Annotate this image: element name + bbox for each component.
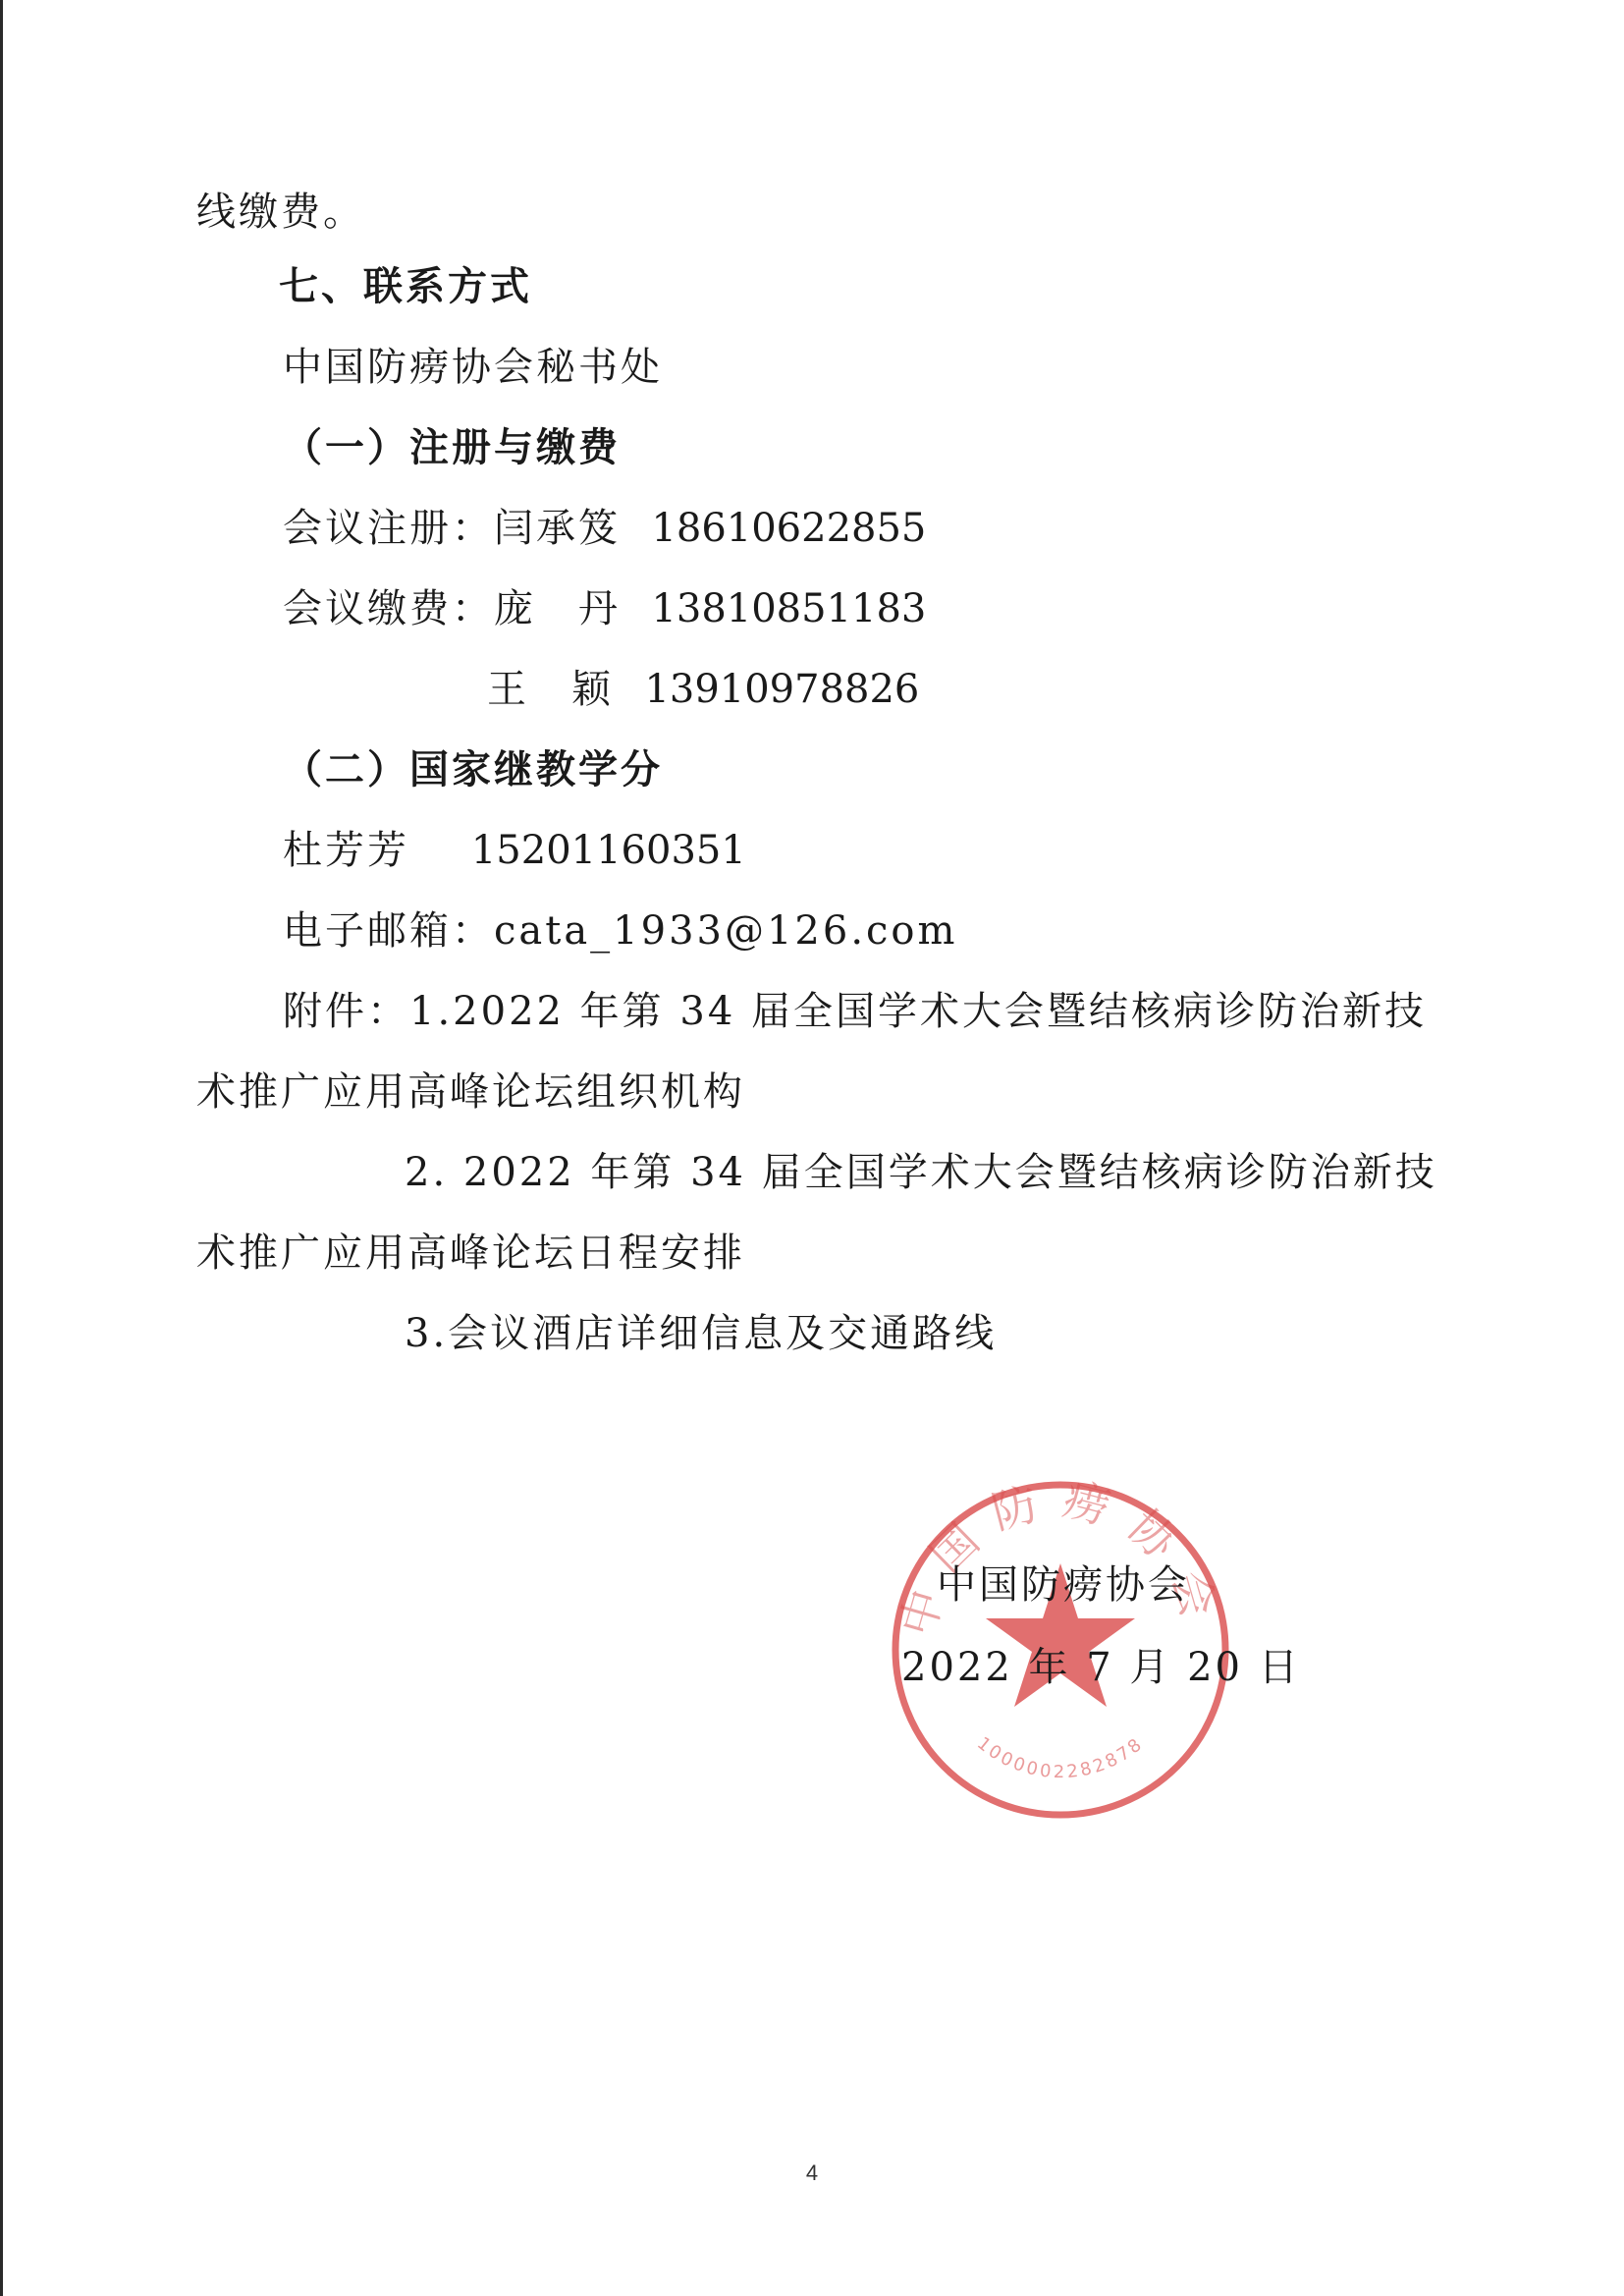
section-heading: 七、联系方式 [279, 263, 532, 309]
sub1-heading: （一）注册与缴费 [283, 424, 621, 470]
attachments-label: 附件： [283, 989, 409, 1034]
email-label: 电子邮箱： [283, 908, 494, 954]
payment-line-1 [283, 581, 926, 636]
registration-phone: 18610622855 [651, 506, 927, 551]
attachment-1-line-1 [283, 984, 1427, 1039]
sub2-heading: （二）国家继教学分 [283, 746, 663, 793]
credit-contact-line [283, 823, 746, 878]
payment-contact-phone: 13910978826 [644, 667, 920, 712]
attachment-3-line: 3.会议酒店详细信息及交通路线 [405, 1311, 998, 1356]
payment-label: 会议缴费： [283, 586, 494, 631]
credit-contact-phone: 15201160351 [470, 828, 746, 873]
attachment-2-line-1: 2. 2022 年第 34 届全国学术大会暨结核病诊防治新技 [405, 1150, 1437, 1195]
registration-line [283, 501, 926, 556]
registration-name: 闫承笈 [494, 506, 621, 551]
seal-code-text: 1000002282878 [972, 1732, 1149, 1783]
intro-tail: 线缴费。 [196, 190, 365, 235]
registration-label: 会议注册： [283, 506, 494, 551]
payment-contact-name: 庞 丹 [494, 586, 621, 631]
scan-edge [0, 0, 3, 2296]
payment-line-2 [487, 662, 919, 717]
organizer: 中国防痨协会秘书处 [283, 345, 663, 390]
seal-arc-text: 中国防痨协会 [890, 1473, 1231, 1642]
payment-contact-phone: 13810851183 [651, 586, 927, 631]
signature-org: 中国防痨协会 [937, 1562, 1190, 1608]
page-number: 4 [805, 2160, 819, 2185]
attachment-2-line-2: 术推广应用高峰论坛日程安排 [196, 1230, 745, 1276]
email-value: cata_1933@126.com [494, 908, 958, 954]
payment-contact-name: 王 颖 [487, 667, 614, 712]
attachment-1-text: 1.2022 年第 34 届全国学术大会暨结核病诊防治新技 [409, 989, 1428, 1034]
credit-contact-name: 杜芳芳 [283, 828, 409, 873]
email-line [283, 903, 957, 958]
attachment-1-line-2: 术推广应用高峰论坛组织机构 [196, 1069, 745, 1115]
signature-date: 2022 年 7 月 20 日 [901, 1645, 1301, 1690]
